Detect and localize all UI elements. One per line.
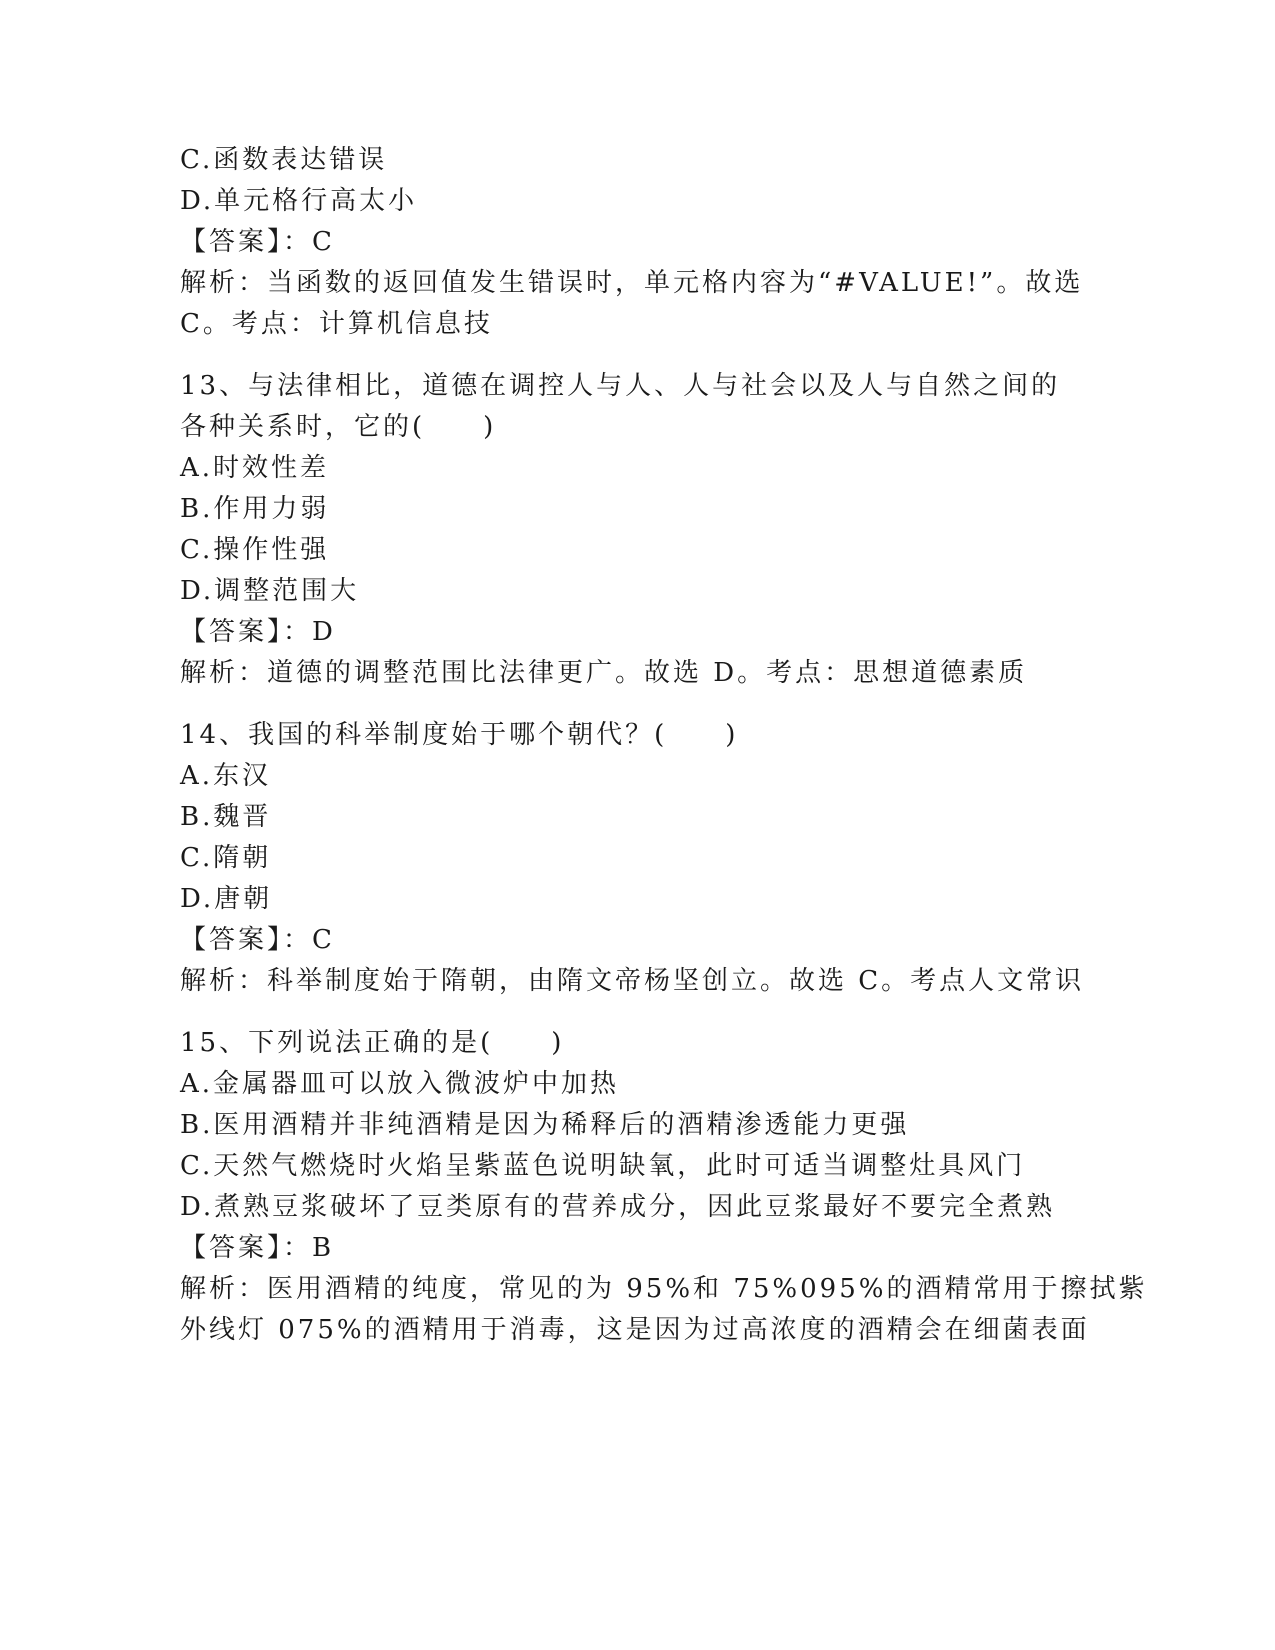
- analysis: 解析：道德的调整范围比法律更广。故选 D。考点：思想道德素质: [180, 658, 1028, 688]
- question-stem: 14、我国的科举制度始于哪个朝代？( ): [180, 720, 739, 750]
- exam-page: [180, 140, 1148, 1351]
- option-d: D.调整范围大: [180, 576, 360, 606]
- answer: 【答案】：D: [180, 617, 336, 647]
- option-d: D.单元格行高太小: [180, 186, 418, 216]
- analysis: C。考点：计算机信息技: [180, 309, 493, 339]
- option-d: D.煮熟豆浆破坏了豆类原有的营养成分，因此豆浆最好不要完全煮熟: [180, 1192, 1056, 1222]
- analysis: 外线灯 075%的酒精用于消毒，这是因为过高浓度的酒精会在细菌表面: [180, 1315, 1090, 1345]
- answer: 【答案】：C: [180, 925, 335, 955]
- option-b: B.医用酒精并非纯酒精是因为稀释后的酒精渗透能力更强: [180, 1110, 910, 1140]
- option-b: B.作用力弱: [180, 494, 330, 524]
- question-15: [180, 1023, 1148, 1351]
- option-a: A.时效性差: [180, 453, 330, 483]
- option-c: C.操作性强: [180, 535, 330, 565]
- option-d: D.唐朝: [180, 884, 273, 914]
- question-12-tail: [180, 140, 1084, 345]
- option-a: A.金属器皿可以放入微波炉中加热: [180, 1069, 620, 1099]
- option-c: C.天然气燃烧时火焰呈紫蓝色说明缺氧，此时可适当调整灶具风门: [180, 1151, 1026, 1181]
- option-a: A.东汉: [180, 761, 272, 791]
- answer: 【答案】：C: [180, 227, 335, 257]
- answer: 【答案】：B: [180, 1233, 335, 1263]
- option-c: C.隋朝: [180, 843, 272, 873]
- question-13: [180, 366, 1080, 694]
- question-stem: 15、下列说法正确的是( ): [180, 1028, 565, 1058]
- question-stem: 各种关系时，它的( ): [180, 412, 497, 442]
- analysis: 解析：科举制度始于隋朝，由隋文帝杨坚创立。故选 C。考点人文常识: [180, 966, 1085, 996]
- question-stem: 13、与法律相比，道德在调控人与人、人与社会以及人与自然之间的: [180, 371, 1061, 401]
- question-14: [180, 715, 1085, 1002]
- option-c: C.函数表达错误: [180, 145, 388, 175]
- analysis: 解析：医用酒精的纯度，常见的为 95%和 75%095%的酒精常用于擦拭紫: [180, 1274, 1148, 1304]
- option-b: B.魏晋: [180, 802, 272, 832]
- analysis: 解析：当函数的返回值发生错误时，单元格内容为“#VALUE!”。故选: [180, 268, 1084, 298]
